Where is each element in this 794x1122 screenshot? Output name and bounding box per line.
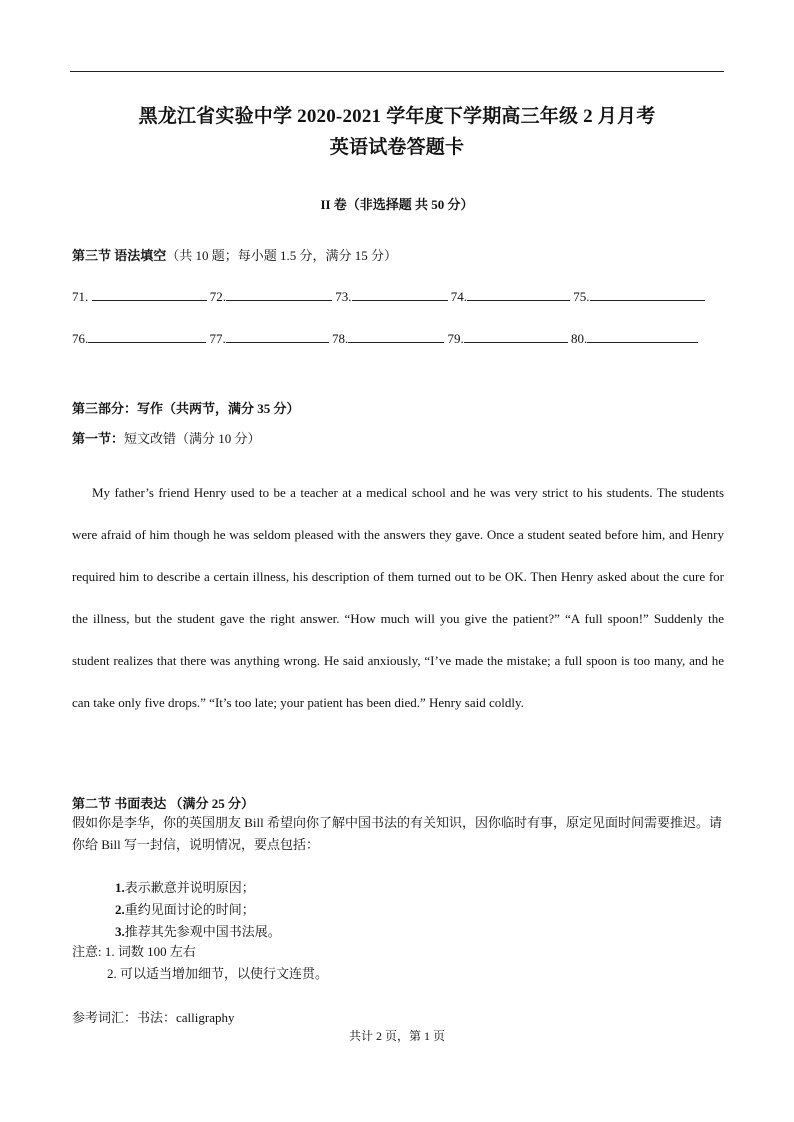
point-number: 1. xyxy=(115,880,125,895)
answer-blank-79[interactable] xyxy=(448,330,568,346)
blank-number: 78. xyxy=(332,331,349,346)
point-number: 2. xyxy=(115,902,125,917)
blank-number: 73. xyxy=(335,289,352,304)
blank-number: 72. xyxy=(209,289,226,304)
blank-number: 80. xyxy=(571,331,588,346)
reference-vocabulary: 参考词汇：书法：calligraphy xyxy=(72,1010,235,1025)
grammar-section-heading xyxy=(72,245,397,264)
list-item xyxy=(115,899,281,921)
exam-title: 黑龙江省实验中学 2020-2021 学年度下学期高三年级 2 月月考 xyxy=(138,106,656,127)
answer-blank-75[interactable] xyxy=(573,288,704,304)
note-line-1 xyxy=(72,941,328,963)
grammar-score-note: （共 10 题；每小题 1.5 分，满分 15 分） xyxy=(166,248,398,263)
volume-label: II 卷（非选择题 共 50 分） xyxy=(320,197,474,212)
blank-number: 71. xyxy=(72,289,89,304)
answer-blank-73[interactable] xyxy=(335,288,447,304)
answer-blank-72[interactable] xyxy=(210,288,332,304)
note-label: 注意: xyxy=(72,944,102,959)
blank-number: 77. xyxy=(209,331,226,346)
key-points-list xyxy=(115,877,281,943)
page-footer: 共计 2 页，第 1 页 xyxy=(348,1029,445,1043)
point-text: 表示歉意并说明原因； xyxy=(124,880,255,895)
writing-prompt: 假如你是李华，你的英国朋友 Bill 希望向你了解中国书法的有关知识，因你临时有事，原定见面时间需要推迟。请你给 Bill 写一封信，说明情况，要点包括： xyxy=(72,815,723,852)
point-text: 推荐其先参观中国书法展。 xyxy=(124,924,281,939)
answer-blank-78[interactable] xyxy=(332,330,444,346)
list-item xyxy=(115,921,281,943)
point-number: 3. xyxy=(115,924,125,939)
exam-subtitle: 英语试卷答题卡 xyxy=(329,137,465,158)
top-rule xyxy=(70,71,724,72)
section1-note: 短文改错（满分 10 分） xyxy=(124,431,261,446)
answer-blank-77[interactable] xyxy=(210,330,329,346)
notes-block xyxy=(72,941,328,985)
note-item: 2. 可以适当增加细节，以使行文连贯。 xyxy=(107,966,329,981)
writing-part-heading: 第三部分：写作（共两节，满分 35 分） xyxy=(72,401,300,416)
note-item: 1. 词数 100 左右 xyxy=(104,944,196,959)
answer-blank-71[interactable] xyxy=(72,288,207,304)
blank-number: 79. xyxy=(447,331,464,346)
error-correction-passage: My father’s friend Henry used to be a teacher at a medical school and he was very strict to his students. The students were afraid of him though he was seldom pleased with the answers they gave. Once a student seated before him, and Henry required him to describe a certain illness, his description of them turned out to be OK. Then Henry asked about the cure for the illness, but the student gave the right answer. “How much will you give the patient?” “A full spoon!” Suddenly the student realizes that there was anything wrong. He said anxiously, “I’ve made the mistake; a full spoon is too many, and he can take only five drops.” “It’s too late; your patient has been died.” Henry said coldly. xyxy=(72,485,724,710)
point-text: 重约见面讨论的时间； xyxy=(124,902,255,917)
section1-label: 第一节： xyxy=(72,431,125,446)
grammar-heading: 第三节 语法填空 xyxy=(72,248,167,263)
answer-row-2 xyxy=(72,330,724,347)
blank-number: 75. xyxy=(573,289,590,304)
answer-blank-74[interactable] xyxy=(451,288,570,304)
list-item xyxy=(115,877,281,899)
answer-blank-76[interactable] xyxy=(72,330,206,346)
blank-number: 76. xyxy=(72,331,89,346)
written-expression-heading: 第二节 书面表达 （满分 25 分） xyxy=(72,796,255,811)
answer-blank-80[interactable] xyxy=(571,330,698,346)
answer-row-1 xyxy=(72,288,724,305)
blank-number: 74. xyxy=(450,289,467,304)
error-correction-heading xyxy=(72,428,261,447)
note-line-2 xyxy=(72,963,328,985)
